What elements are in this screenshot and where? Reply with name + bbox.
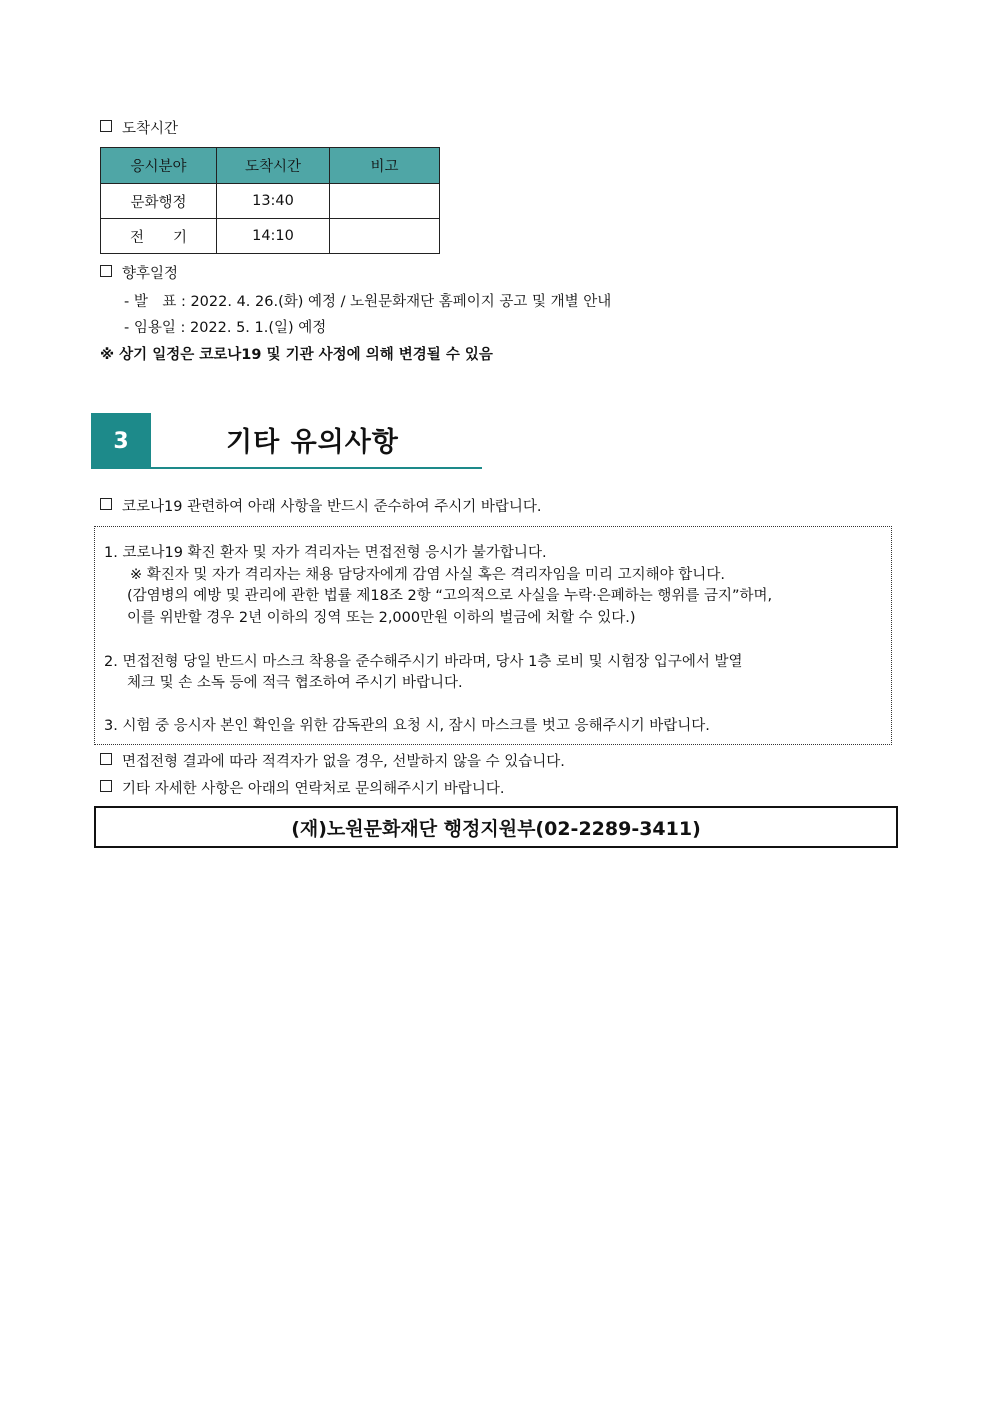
table-cell: 14:10 — [217, 219, 330, 254]
table-cell: 전 기 — [101, 219, 217, 254]
contact-box: (재)노원문화재단 행정지원부(02-2289-3411) — [94, 806, 898, 848]
checkbox-square-icon — [100, 498, 112, 510]
schedule-item: - 임용일 : 2022. 5. 1.(일) 예정 — [124, 320, 327, 336]
checkbox-square-icon — [100, 753, 112, 765]
schedule-item: - 발 표 : 2022. 4. 26.(화) 예정 / 노원문화재단 홈페이지 공고 및 개별 안내 — [124, 294, 612, 310]
section-number-badge: 3 — [91, 413, 151, 469]
after-note: 기타 자세한 사항은 아래의 연락처로 문의해주시기 바랍니다. — [100, 777, 504, 798]
table-header-cell: 응시분야 — [101, 148, 217, 184]
notice-line: 2. 면접전형 당일 반드시 마스크 착용을 준수해주시기 바라며, 당사 1층 로비 및 시험장 입구에서 발열 — [104, 654, 743, 670]
checkbox-square-icon — [100, 265, 112, 277]
checkbox-square-icon — [100, 120, 112, 132]
table-header-cell: 비고 — [330, 148, 440, 184]
table-cell: 문화행정 — [101, 184, 217, 219]
section-title: 기타 유의사항 — [226, 427, 399, 458]
after-note: 면접전형 결과에 따라 적격자가 없을 경우, 선발하지 않을 수 있습니다. — [100, 750, 565, 771]
notice-line: 1. 코로나19 확진 환자 및 자가 격리자는 면접전형 응시가 불가합니다. — [104, 545, 547, 561]
notice-line: (감염병의 예방 및 관리에 관한 법률 제18조 2항 “고의적으로 사실을 누락·은폐하는 행위를 금지”하며, — [127, 588, 773, 604]
arrival-time-table — [100, 147, 440, 254]
section-intro: 코로나19 관련하여 아래 사항을 반드시 준수하여 주시기 바랍니다. — [100, 495, 542, 516]
table-header-cell: 도착시간 — [217, 148, 330, 184]
section-underline — [91, 467, 482, 469]
notice-line: 이를 위반할 경우 2년 이하의 징역 또는 2,000만원 이하의 벌금에 처할 수 있다.) — [127, 610, 636, 626]
arrival-heading: 도착시간 — [100, 117, 178, 138]
checkbox-square-icon — [100, 780, 112, 792]
notice-line: ※ 확진자 및 자가 격리자는 채용 담당자에게 감염 사실 혹은 격리자임을 미리 고지해야 합니다. — [130, 567, 725, 583]
table-cell — [330, 219, 440, 254]
table-row — [101, 219, 440, 254]
notice-line: 3. 시험 중 응시자 본인 확인을 위한 감독관의 요청 시, 잠시 마스크를 벗고 응해주시기 바랍니다. — [104, 718, 710, 734]
notice-line: 체크 및 손 소독 등에 적극 협조하여 주시기 바랍니다. — [127, 675, 463, 691]
schedule-heading: 향후일정 — [100, 262, 178, 283]
table-header-row — [101, 148, 440, 184]
schedule-note: ※ 상기 일정은 코로나19 및 기관 사정에 의해 변경될 수 있음 — [100, 347, 493, 363]
table-cell: 13:40 — [217, 184, 330, 219]
table-cell — [330, 184, 440, 219]
table-row — [101, 184, 440, 219]
